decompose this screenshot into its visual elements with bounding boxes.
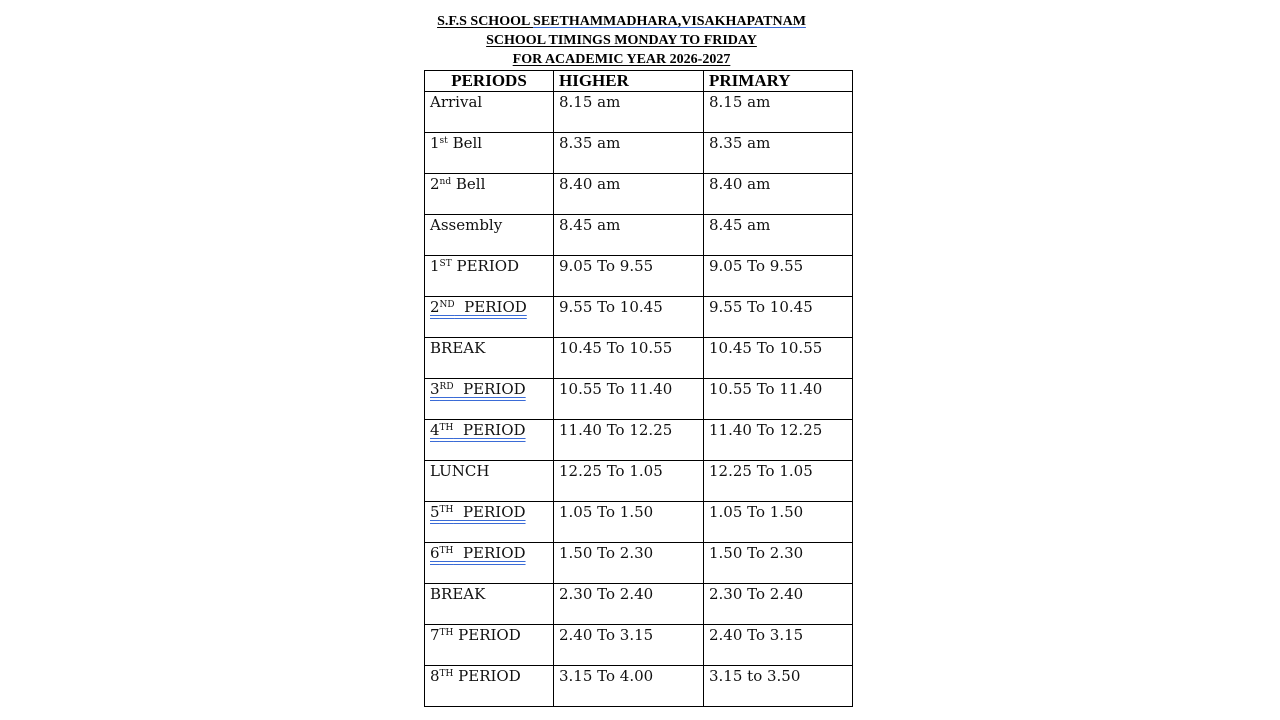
period-label-base: BREAK xyxy=(430,339,486,357)
period-label-suffix: ND xyxy=(439,300,455,310)
primary-time-cell: 8.40 am xyxy=(704,174,853,215)
period-label-base: 1 xyxy=(430,134,440,152)
period-cell xyxy=(425,584,554,625)
primary-time-cell: 2.40 To 3.15 xyxy=(704,625,853,666)
period-label-rest: PERIOD xyxy=(453,421,526,439)
primary-time-cell: 9.55 To 10.45 xyxy=(704,297,853,338)
period-label-rest: PERIOD xyxy=(451,257,520,275)
period-cell xyxy=(425,133,554,174)
period-cell xyxy=(425,379,554,420)
higher-time-cell: 1.05 To 1.50 xyxy=(554,502,704,543)
period-label xyxy=(430,544,526,562)
period-label-base: 3 xyxy=(430,380,440,398)
period-label xyxy=(430,503,526,521)
primary-time-cell: 3.15 to 3.50 xyxy=(704,666,853,707)
column-header-primary: PRIMARY xyxy=(704,71,853,92)
primary-time-cell: 12.25 To 1.05 xyxy=(704,461,853,502)
period-label xyxy=(430,421,526,439)
period-label-base: 6 xyxy=(430,544,440,562)
period-label xyxy=(430,298,527,316)
period-label-base: Arrival xyxy=(430,93,483,111)
period-cell xyxy=(425,461,554,502)
primary-time-cell: 10.45 To 10.55 xyxy=(704,338,853,379)
period-cell xyxy=(425,174,554,215)
higher-time-cell: 10.55 To 11.40 xyxy=(554,379,704,420)
higher-time-cell: 9.55 To 10.45 xyxy=(554,297,704,338)
table-row xyxy=(425,379,853,420)
primary-time-cell: 2.30 To 2.40 xyxy=(704,584,853,625)
period-label-base: LUNCH xyxy=(430,462,490,480)
higher-time-cell: 11.40 To 12.25 xyxy=(554,420,704,461)
table-row xyxy=(425,420,853,461)
period-label xyxy=(430,216,502,234)
primary-time-cell: 11.40 To 12.25 xyxy=(704,420,853,461)
period-label-base: BREAK xyxy=(430,585,486,603)
school-name: S.F.S SCHOOL xyxy=(437,14,534,29)
table-row xyxy=(425,174,853,215)
table-row xyxy=(425,215,853,256)
higher-time-cell: 12.25 To 1.05 xyxy=(554,461,704,502)
period-cell xyxy=(425,338,554,379)
period-cell xyxy=(425,666,554,707)
period-label xyxy=(430,585,485,603)
higher-time-cell: 10.45 To 10.55 xyxy=(554,338,704,379)
primary-time-cell: 1.50 To 2.30 xyxy=(704,543,853,584)
table-row xyxy=(425,543,853,584)
period-label-rest: PERIOD xyxy=(453,544,526,562)
period-label-suffix: TH xyxy=(439,669,454,679)
period-label xyxy=(430,380,526,398)
higher-time-cell: 8.35 am xyxy=(554,133,704,174)
period-label xyxy=(430,93,482,111)
period-label-suffix: TH xyxy=(439,505,454,515)
timings-title-line xyxy=(0,31,1243,50)
period-label-base: 7 xyxy=(430,626,440,644)
period-cell xyxy=(425,256,554,297)
column-header-higher: HIGHER xyxy=(554,71,704,92)
table-row xyxy=(425,297,853,338)
primary-time-cell: 9.05 To 9.55 xyxy=(704,256,853,297)
higher-time-cell: 2.40 To 3.15 xyxy=(554,625,704,666)
table-row xyxy=(425,92,853,133)
period-label xyxy=(430,175,485,193)
primary-time-cell: 8.35 am xyxy=(704,133,853,174)
period-label-base: 1 xyxy=(430,257,440,275)
period-label-base: 5 xyxy=(430,503,440,521)
period-cell xyxy=(425,92,554,133)
table-row xyxy=(425,584,853,625)
period-label-rest: PERIOD xyxy=(454,298,527,316)
period-label-suffix: TH xyxy=(439,546,454,556)
table-header-row xyxy=(425,71,853,92)
academic-year: FOR ACADEMIC YEAR 2026-2027 xyxy=(512,52,731,67)
primary-time-cell: 1.05 To 1.50 xyxy=(704,502,853,543)
academic-year-line xyxy=(0,50,1243,69)
table-row xyxy=(425,502,853,543)
period-label xyxy=(430,462,489,480)
period-label xyxy=(430,134,482,152)
period-cell xyxy=(425,215,554,256)
period-cell xyxy=(425,625,554,666)
table-row xyxy=(425,625,853,666)
higher-time-cell: 8.15 am xyxy=(554,92,704,133)
primary-time-cell: 8.45 am xyxy=(704,215,853,256)
period-label-rest: PERIOD xyxy=(453,626,521,644)
period-cell xyxy=(425,543,554,584)
period-label-suffix: TH xyxy=(439,423,454,433)
period-label-suffix: RD xyxy=(439,382,454,392)
period-label-suffix: nd xyxy=(439,177,452,187)
period-label-suffix: TH xyxy=(439,628,454,638)
primary-time-cell: 10.55 To 11.40 xyxy=(704,379,853,420)
period-label-rest: PERIOD xyxy=(453,380,526,398)
period-label-rest: PERIOD xyxy=(453,503,526,521)
period-label-rest: PERIOD xyxy=(453,667,521,685)
higher-time-cell: 8.45 am xyxy=(554,215,704,256)
period-cell xyxy=(425,502,554,543)
column-header-periods: PERIODS xyxy=(425,71,554,92)
higher-time-cell: 2.30 To 2.40 xyxy=(554,584,704,625)
period-label xyxy=(430,257,519,275)
higher-time-cell: 1.50 To 2.30 xyxy=(554,543,704,584)
table-row xyxy=(425,338,853,379)
document-header xyxy=(0,12,1243,69)
table-row xyxy=(425,256,853,297)
period-label-suffix: st xyxy=(439,136,448,146)
period-cell xyxy=(425,297,554,338)
period-label xyxy=(430,626,521,644)
period-label-base: 2 xyxy=(430,175,440,193)
period-cell xyxy=(425,420,554,461)
school-location: SEETHAMMADHARA,VISAKHAPATNAM xyxy=(533,14,806,29)
period-label xyxy=(430,339,485,357)
higher-time-cell: 9.05 To 9.55 xyxy=(554,256,704,297)
period-label xyxy=(430,667,521,685)
higher-time-cell: 8.40 am xyxy=(554,174,704,215)
timings-table xyxy=(424,70,853,707)
school-name-line xyxy=(0,12,1243,31)
table-row xyxy=(425,666,853,707)
period-label-base: 8 xyxy=(430,667,440,685)
timings-title: SCHOOL TIMINGS MONDAY TO FRIDAY xyxy=(486,33,757,48)
period-label-base: 2 xyxy=(430,298,440,316)
table-body xyxy=(425,92,853,707)
table-row xyxy=(425,461,853,502)
table-row xyxy=(425,133,853,174)
higher-time-cell: 3.15 To 4.00 xyxy=(554,666,704,707)
period-label-rest: Bell xyxy=(447,134,483,152)
period-label-base: 4 xyxy=(430,421,440,439)
period-label-base: Assembly xyxy=(430,216,503,234)
period-label-suffix: ST xyxy=(439,259,452,269)
primary-time-cell: 8.15 am xyxy=(704,92,853,133)
period-label-rest: Bell xyxy=(451,175,486,193)
